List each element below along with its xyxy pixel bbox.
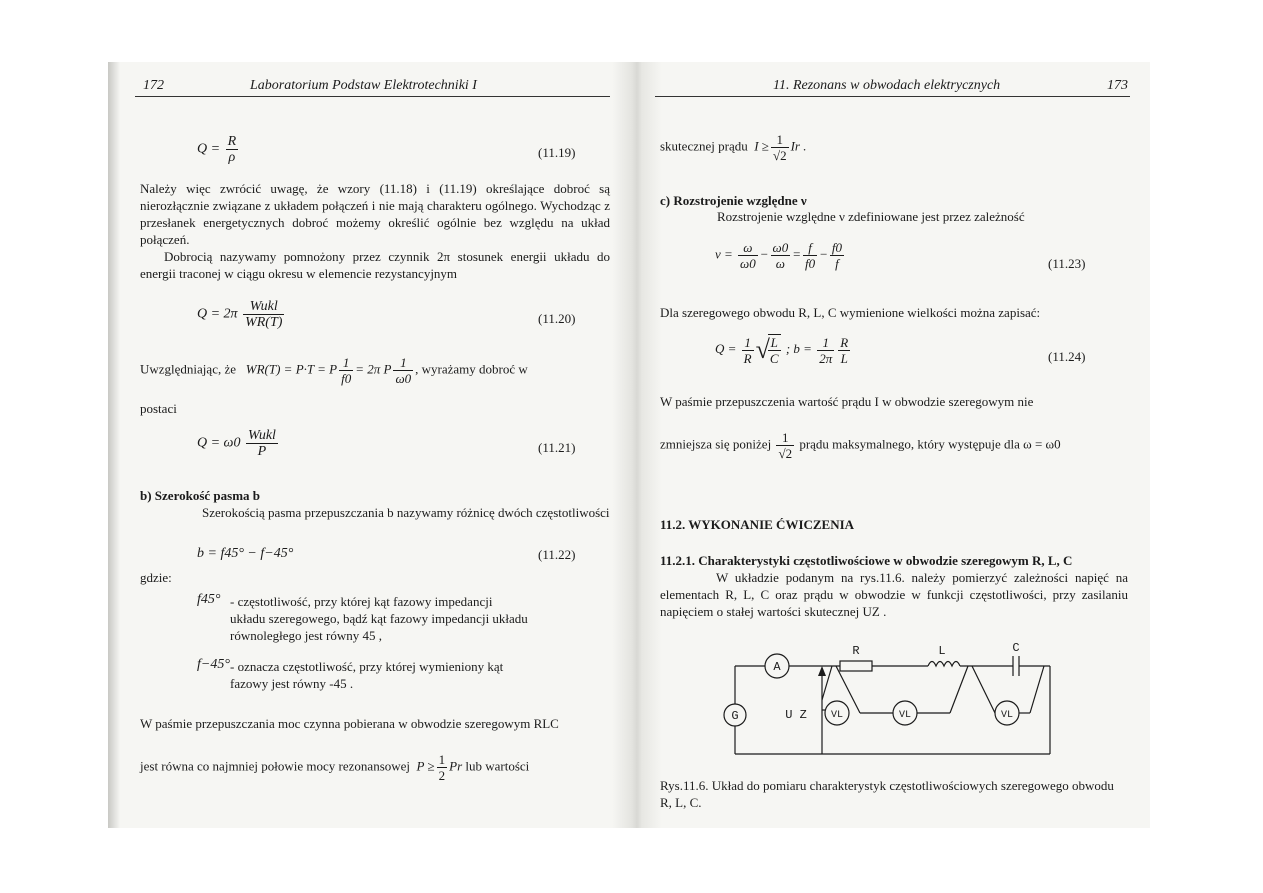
numerator: ω [738, 240, 758, 256]
denominator: √2 [778, 446, 793, 461]
eq-part: WR(T) = P·T = P [245, 361, 338, 377]
numerator: f [803, 240, 817, 256]
eq-part: Pr [449, 758, 463, 774]
denominator: √2 [772, 148, 787, 163]
numerator: 1 [776, 430, 794, 446]
numerator: Wukl [243, 299, 284, 315]
equation-number: (11.24) [1048, 349, 1086, 364]
text: lub wartości [465, 758, 530, 774]
fraction [738, 240, 758, 271]
definition-symbol: f−45° [197, 657, 230, 672]
numerator: 1 [438, 752, 446, 767]
denominator: f0 [341, 371, 352, 386]
left-page-header [135, 76, 610, 97]
eq-lhs: Q = [197, 141, 221, 157]
numerator: 1 [339, 355, 353, 371]
eq-part: P ≥ [416, 758, 435, 774]
fraction [246, 428, 278, 459]
eq-part: Ir . [790, 138, 807, 154]
denominator: P [257, 444, 267, 459]
paragraph: Szerokością pasma przepuszczania b nazywamy różnicę dwóch częstotliwości [202, 505, 610, 520]
running-title: Laboratorium Podstaw Elektrotechniki I [250, 78, 477, 93]
fraction [771, 132, 789, 163]
voltmeter-label: VL [830, 710, 844, 721]
paragraph: W układzie podanym na rys.11.6. należy pomierzyć zależności napięć na elementach R, L, C oraz prądu w obwodzie w funkcji częstotliwości, przy zasilaniu napięciem o stałej wartości skutecznej UZ . [660, 570, 1128, 619]
fraction [339, 355, 353, 386]
definition-text: - oznacza częstotliwość, przy której wymieniony kąt fazowy jest równy -45 . [230, 659, 504, 691]
fraction [742, 335, 754, 366]
equation-11-20 [197, 299, 286, 330]
eq-lhs: Q = [715, 340, 737, 356]
paragraph: postaci [140, 401, 177, 416]
text: jest równa co najmniej połowie mocy rezonansowej [140, 758, 411, 774]
denominator: ρ [228, 150, 236, 165]
denominator: R [743, 350, 752, 366]
definition-symbol: f45° [197, 592, 221, 607]
label-l: L [938, 644, 946, 658]
denominator: L [840, 350, 848, 366]
left-page [135, 62, 610, 828]
fraction [830, 240, 844, 271]
text: zmniejsza się poniżej [660, 436, 772, 452]
denominator: f [835, 256, 839, 271]
fraction [817, 335, 834, 366]
inline-equation-line [140, 355, 610, 386]
label-c: C [1012, 642, 1020, 655]
numerator: 1 [771, 132, 789, 148]
right-page-header [655, 76, 1130, 97]
eq-part: = 2π P [355, 361, 392, 377]
denominator: 2 [438, 768, 446, 783]
rlc-circuit-diagram [710, 642, 1070, 762]
label-gdzie: gdzie: [140, 570, 172, 585]
meter-a-label: A [773, 660, 781, 674]
equation-number: (11.19) [538, 145, 576, 160]
denominator: 2π [819, 350, 833, 366]
denominator: ω0 [395, 371, 412, 386]
equation-11-23: ν = $\frac{\omega}{\omega 0}$ − $\frac{\omega 0}{\omega}$ = $\frac{f}{f0}$ − $\frac{f0}{f}$ [715, 240, 843, 271]
numerator: 1 [817, 335, 834, 351]
uz-label: U Z [785, 708, 807, 722]
running-title: 11. Rezonans w obwodach elektrycznych [773, 78, 1001, 93]
equation-11-21 [197, 428, 280, 459]
paragraph: Należy więc zwrócić uwagę, że wzory (11.18) i (11.19) określające dobroć są nierozłącznie związane z układem połączeń i nie mają charakteru ogólnego. Wychodząc z przesłanek energetycznych dobroć możemy określić ogólnie bez względu na układ połączeń. [140, 181, 610, 247]
eq-lhs: Q = ω0 [197, 435, 241, 451]
paragraph: Dla szeregowego obwodu R, L, C wymienione wielkości można zapisać: [660, 305, 1041, 320]
equation-11-22: b = f45° − f−45° [197, 546, 294, 561]
numerator: 1 [742, 335, 754, 351]
definition-text: - częstotliwość, przy której kąt fazowy impedancji układu szeregowego, bądź kąt fazowy impedancji układu równoległego jest równy 45 , [230, 594, 528, 643]
numerator: L [768, 335, 781, 351]
right-page [655, 62, 1130, 828]
denominator: WR(T) [245, 315, 283, 330]
paragraph: W paśmie przepuszczenia wartość prądu I w obwodzie szeregowym nie [660, 394, 1034, 409]
numerator: ω0 [772, 240, 789, 255]
paragraph: W paśmie przepuszczania moc czynna pobierana w obwodzie szeregowym RLC [140, 716, 559, 731]
voltmeter-label: VL [898, 710, 912, 721]
arrow-icon [818, 666, 826, 676]
denominator: C [769, 351, 779, 366]
text: prądu maksymalnego, który występuje dla ω = ω0 [799, 436, 1061, 452]
fraction [803, 240, 817, 271]
paragraph: Dobrocią nazywamy pomnożony przez czynnik 2π stosunek energii układu do energii traconej w ciągu okresu w elemencie rezystancyjnym [140, 249, 610, 281]
figure-caption: Rys.11.6. Układ do pomiaru charakterystyk częstotliwościowych szeregowego obwodu R, L, C. [660, 778, 1114, 810]
equation-number: (11.23) [1048, 256, 1086, 271]
numerator: Wukl [247, 428, 276, 443]
eq-lhs: ν = [715, 246, 733, 262]
equation-11-19 [197, 134, 240, 165]
eq-lhs: Q = 2π [197, 306, 238, 322]
page-number: 172 [143, 78, 164, 93]
section-heading: b) Szerokość pasma b [140, 488, 261, 503]
fraction [771, 240, 791, 271]
sqrt-sign: √ [755, 335, 770, 364]
fraction [226, 134, 239, 165]
inline-equation-line [660, 430, 1061, 461]
text: , wyrażamy dobroć w [415, 361, 528, 377]
fraction [768, 334, 781, 366]
denominator: ω0 [740, 256, 756, 271]
voltmeter-label: VL [1000, 710, 1014, 721]
section-heading: c) Rozstrojenie względne ν [660, 193, 807, 208]
fraction [838, 335, 850, 366]
fraction [393, 355, 413, 386]
equation-number: (11.21) [538, 440, 576, 455]
subsection-heading: 11.2.1. Charakterystyki częstotliwościowe w obwodzie szeregowym R, L, C [660, 553, 1073, 568]
text: Uwzględniając, że [140, 361, 237, 377]
paragraph: Rozstrojenie względne ν zdefiniowane jest przez zależność [717, 209, 1025, 224]
numerator: 1 [393, 355, 413, 371]
eq-part: I ≥ [754, 138, 769, 154]
fraction [243, 299, 284, 330]
fraction [437, 752, 448, 783]
source-g-label: G [731, 709, 739, 723]
equation-number: (11.22) [538, 547, 576, 562]
equation-11-24 [715, 334, 852, 366]
eq-part: ; b = [785, 340, 812, 356]
denominator: f0 [804, 256, 816, 271]
numerator: R [840, 334, 849, 350]
numerator: R [227, 134, 237, 149]
inline-equation-line [140, 752, 529, 783]
fraction [776, 430, 794, 461]
text: skutecznej prądu [660, 138, 748, 154]
numerator: f0 [831, 240, 843, 255]
label-r: R [852, 644, 860, 658]
denominator: ω [775, 256, 785, 271]
equation-number: (11.20) [538, 311, 576, 326]
inline-equation-line [660, 132, 806, 163]
page-edge-shadow [108, 62, 120, 828]
section-heading: 11.2. WYKONANIE ĆWICZENIA [660, 517, 855, 532]
page-number: 173 [1107, 78, 1128, 93]
